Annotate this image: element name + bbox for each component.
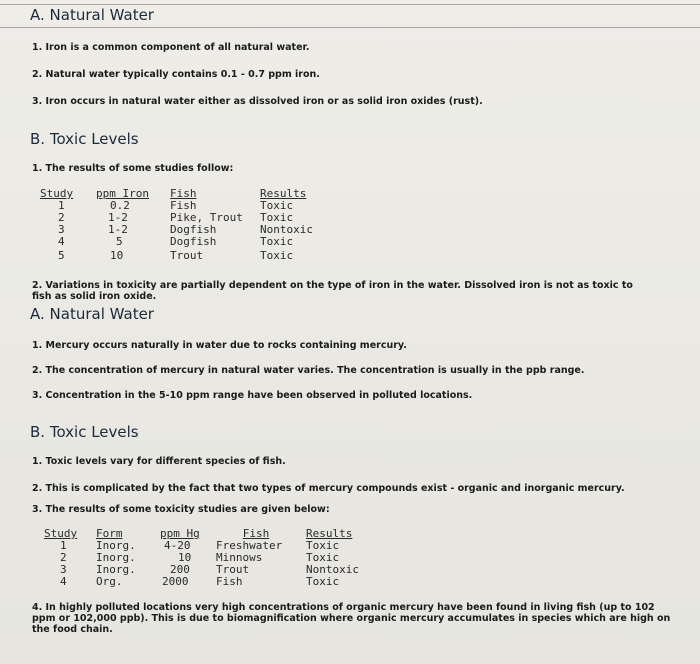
table-cell: 3 bbox=[58, 223, 65, 236]
section-heading-toxic-levels-mercury: B. Toxic Levels bbox=[30, 423, 139, 441]
iron-item-1: 1. Iron is a common component of all natural water. bbox=[32, 42, 310, 53]
table-cell: Dogfish bbox=[170, 223, 217, 236]
table-cell: Fish bbox=[170, 199, 197, 212]
table-cell: Pike, Trout bbox=[170, 211, 243, 224]
iron-table-header-results: Results bbox=[260, 187, 307, 200]
iron-table-header-fish: Fish bbox=[170, 187, 197, 200]
table-cell: 5 bbox=[116, 235, 123, 248]
top-rule bbox=[0, 4, 700, 5]
table-cell: Trout bbox=[170, 249, 204, 262]
mercury-item-1: 1. Mercury occurs naturally in water due to rocks containing mercury. bbox=[32, 340, 407, 351]
section-heading-natural-water-mercury: A. Natural Water bbox=[30, 305, 154, 323]
table-cell: Trout bbox=[216, 563, 250, 576]
iron-item-2: 2. Natural water typically contains 0.1 - 0.7 ppm iron. bbox=[32, 69, 320, 80]
table-cell: Dogfish bbox=[170, 235, 217, 248]
biomagnification-note: 4. In highly polluted locations very high concentrations of organic mercury have been found in living fish (up to 102 ppm or 102,000 ppb). This is due to biomagnification where organic mercury accumulates in species which are high on the food chain. bbox=[32, 602, 671, 635]
iron-studies-intro: 1. The results of some studies follow: bbox=[32, 163, 234, 174]
table-cell: 0.2 bbox=[110, 199, 130, 212]
table-cell: 3 bbox=[60, 563, 67, 576]
table-cell: Inorg. bbox=[96, 563, 136, 576]
table-cell: Toxic bbox=[260, 235, 294, 248]
table-cell: Toxic bbox=[306, 539, 340, 552]
table-cell: Minnows bbox=[216, 551, 263, 564]
iron-table-header-ppm: ppm Iron bbox=[96, 187, 149, 200]
table-cell: Toxic bbox=[260, 199, 294, 212]
table-cell: Toxic bbox=[260, 249, 294, 262]
mercury-table-header-ppm: ppm Hg bbox=[160, 527, 200, 540]
table-cell: 5 bbox=[58, 249, 65, 262]
iron-table-header-study: Study bbox=[40, 187, 74, 200]
table-cell: 4 bbox=[58, 235, 65, 248]
table-cell: Fish bbox=[216, 575, 243, 588]
mercury-table-header-fish: Fish bbox=[242, 527, 270, 540]
table-cell: Org. bbox=[96, 575, 123, 588]
mercury-item-2: 2. The concentration of mercury in natural water varies. The concentration is usually in the ppb range. bbox=[32, 365, 585, 376]
mercury-toxic-item-3: 3. The results of some toxicity studies are given below: bbox=[32, 504, 330, 515]
mercury-toxic-item-1: 1. Toxic levels vary for different species of fish. bbox=[32, 456, 286, 467]
mercury-table-header-results: Results bbox=[306, 527, 353, 540]
mercury-toxic-item-2: 2. This is complicated by the fact that two types of mercury compounds exist - organic and inorganic mercury. bbox=[32, 483, 625, 494]
table-cell: Toxic bbox=[260, 211, 294, 224]
table-cell: 1-2 bbox=[108, 223, 128, 236]
table-cell: 10 bbox=[178, 551, 192, 564]
heading-rule bbox=[0, 27, 700, 28]
table-cell: 1-2 bbox=[108, 211, 128, 224]
table-cell: 2 bbox=[60, 551, 67, 564]
mercury-item-3: 3. Concentration in the 5-10 ppm range have been observed in polluted locations. bbox=[32, 390, 473, 401]
table-cell: 1 bbox=[60, 539, 67, 552]
iron-item-3: 3. Iron occurs in natural water either as dissolved iron or as solid iron oxides (rust). bbox=[32, 96, 483, 107]
table-cell: Toxic bbox=[306, 551, 340, 564]
mercury-table-header-form: Form bbox=[96, 527, 123, 540]
table-cell: Inorg. bbox=[96, 539, 136, 552]
section-heading-natural-water-iron: A. Natural Water bbox=[30, 6, 154, 24]
table-cell: 1 bbox=[58, 199, 65, 212]
table-cell: 2000 bbox=[162, 575, 189, 588]
table-cell: 4-20 bbox=[164, 539, 191, 552]
table-cell: 200 bbox=[170, 563, 190, 576]
iron-toxicity-note: 2. Variations in toxicity are partially dependent on the type of iron in the water. Dissolved iron is not as toxic to fish as solid iron oxide. bbox=[32, 280, 633, 302]
table-cell: Inorg. bbox=[96, 551, 136, 564]
mercury-table-header-study: Study bbox=[44, 527, 78, 540]
table-cell: Freshwater bbox=[216, 539, 283, 552]
table-cell: Nontoxic bbox=[260, 223, 313, 236]
table-cell: 10 bbox=[110, 249, 124, 262]
table-cell: 4 bbox=[60, 575, 67, 588]
table-cell: Nontoxic bbox=[306, 563, 359, 576]
section-heading-toxic-levels-iron: B. Toxic Levels bbox=[30, 130, 139, 148]
table-cell: 2 bbox=[58, 211, 65, 224]
table-cell: Toxic bbox=[306, 575, 340, 588]
